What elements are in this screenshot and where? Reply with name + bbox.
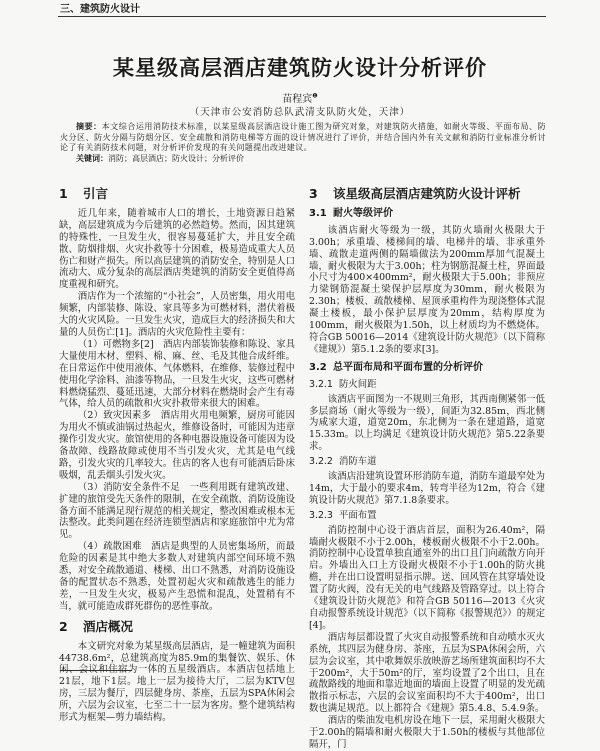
- author: [0, 90, 600, 105]
- subsection-heading: [309, 362, 545, 374]
- keywords-text: 消防；高层酒店；防火设计；分析评价: [108, 154, 244, 163]
- subsubsection-title: 平面布置: [339, 509, 377, 521]
- keywords: [60, 153, 546, 164]
- paragraph: （2）致灾因素多 酒店用火用电频繁，厨房可能因为用火不慎或油锅过热起火，维修设备时，可能因为违章操作引发火灾。旅馆使用的各种电器设施设备可能因为设备故障、线路故障或使用不当引发火灾，尤其是电气线路，引发火灾的几率较大。住店的客人也有可能酒后卧床吸烟，乱丢烟头引发火灾。: [59, 410, 295, 481]
- running-header: 三、建筑防火设计: [60, 4, 140, 15]
- subsection-heading: [309, 208, 545, 220]
- paper-title: 某星级高层酒店建筑防火设计分析评价: [113, 55, 487, 80]
- subsection-number: 3.1: [309, 207, 327, 219]
- paragraph: 酒店的柴油发电机房设在地下一层，采用耐火极限大于2.00h的隔墙和耐火极限大于1.50h的楼板与其他部位隔开，门: [309, 715, 545, 750]
- subsubsection-title: 防火间距: [339, 378, 377, 390]
- paragraph: （4）疏散困难 酒店是典型的人员密集场所，而最危险的因素是其中绝大多数人对建筑内部空间环境不熟悉，对安全疏散通道、楼梯、出口不熟悉，对消防设施设备的配置状态不熟悉，处置初起火灾和疏散逃生的能力差，一旦发生火灾，极易产生恐慌和混乱，处置稍有不当，就可能造成群死群伤的恶性事故。: [59, 541, 295, 612]
- abstract-label: 摘要：: [76, 121, 102, 131]
- section-title: 引言: [83, 186, 109, 201]
- subsubsection-heading: [309, 456, 545, 468]
- subsubsection-title: 消防车道: [339, 456, 377, 468]
- section-title: 该星级高层酒店建筑防火设计评析: [333, 186, 521, 201]
- subsubsection-number: 3.2.2: [309, 456, 333, 468]
- subsubsection-heading: [309, 379, 545, 391]
- author-note: ❶: [312, 92, 318, 100]
- affiliation: （天津市公安消防总队武清支队防火处，天津）: [189, 107, 411, 118]
- paragraph: 该酒店沿建筑设置环形消防车道，消防车道最窄处为14m，大于最小的要求4m，转弯半径为12m，符合《建筑设计防火规范》第7.1.8条要求。: [309, 471, 545, 506]
- subsection-title: 耐火等级评价: [333, 207, 393, 219]
- keywords-label: 关键词：: [76, 153, 108, 163]
- right-column: [309, 180, 545, 751]
- subsubsection-heading: [309, 510, 545, 522]
- section-number: 3: [309, 186, 318, 201]
- footnote-rule: [60, 670, 132, 671]
- subsubsection-number: 3.2.1: [309, 378, 333, 390]
- paragraph: 本文研究对象为某星级高层酒店，是一幢建筑为面积44738.6m²，总建筑高度为85.9m的集餐饮、娱乐、休闲、会议和住宿为一体的五星级酒店。本酒店包括地上21层，地下1层。地上一层为接待大厅，二层为KTV包房，三层为餐厅，四层健身房、茶座，五层为SPA休闲会所，六层为会议室，七至二十一层为客房。整个建筑结构形式为框架—剪力墙结构。: [59, 640, 295, 724]
- left-column: [59, 180, 295, 724]
- subsection-number: 3.2: [309, 361, 327, 373]
- section-number: 2: [59, 618, 68, 634]
- section-title: 酒店概况: [83, 618, 134, 634]
- abstract: [60, 121, 546, 154]
- abstract-text: 本文综合运用消防技术标准，以某星级高层酒店设计施工图为研究对象，对建筑防火措施，如耐火等级、平面布局、防火分区、防火分隔与防烟分区、安全疏散和消防电梯等方面的设计情况进行了评价，并结合国内外有关文献和消防行业标准分析讨论了有关消防技术问题，对分析评价发现的有关问题提出改进建议。: [60, 122, 547, 152]
- section-heading: [59, 618, 295, 634]
- section-heading: [59, 188, 295, 200]
- paragraph: （3）消防安全条件不足 一些利用既有建筑改建、扩建的旅馆受先天条件的限制，在安全疏散、消防设施设备方面不能满足现行规范的相关规定，整改困难或根本无法整改。此类问题在经济连锁型酒店和家庭旅馆中尤为常见。: [59, 481, 295, 541]
- header-rule: [58, 16, 546, 17]
- subsection-title: 总平面布局和平面布置的分析评价: [333, 361, 483, 373]
- paragraph: 该酒店平面图为一不规则三角形，其西南侧紧邻一低多层商场（耐火等级为一级），间距为32.85m，西北侧为咸家大道，道宽20m，东北侧为一条在建道路，道宽15.33m。以上均满足《建筑设计防火规范》第5.22条要求。: [309, 393, 545, 453]
- paragraph: 酒店作为一个浓缩的“小社会”，人员密集，用火用电频繁，内部装修、陈设、家具等多为可燃材料，潜伏着极大的火灾风险。一旦发生火灾，造成巨大的经济损失和大量的人员伤亡[1]。酒店的火灾危险性主要有：: [59, 291, 295, 338]
- author-name: 苗程宾: [282, 94, 313, 105]
- section-number: 1: [59, 186, 68, 201]
- paragraph: 酒店每层都设置了火灾自动报警系统和自动喷水灭火系统，其四层为健身房、茶座，五层为SPA休闲会所，六层为会议室，其中歌舞娱乐放映游艺场所建筑面积均不大于200m²，大于50m²的厅，室均设置了2个出口，且在疏散路线的地面和靠近地面的墙面上设置了明显的发光疏散指示标志，六层的会议室面积均不大于400m²，出口数也满足规范。以上都符合《建规》第5.4.8、5.4.9条。: [309, 631, 545, 715]
- subsubsection-number: 3.2.3: [309, 509, 333, 521]
- section-heading: [309, 188, 545, 200]
- paragraph: 近几年来，随着城市人口的增长，土地资源日趋紧缺，高层建筑成为今后建筑的必然趋势。然而，因其建筑的特殊性，一旦发生火，很容易蔓延扩大，并且安全疏散、防烟排烟、火灾扑救等十分困难，极易造成重大人员伤亡和财产损失。所以高层建筑的消防安全，特别是人口流动大、成分复杂的高层酒店类建筑的消防安全更值得高度重视和研究。: [59, 207, 295, 291]
- paragraph: （1）可燃物多[2] 酒店内部装饰装修和陈设、家具大量使用木材、塑料、棉、麻、丝、毛及其他合成纤维。在日常运作中使用液体、气体燃料，在维修、装修过程中使用化学涂料、油漆等物品，一旦发生火灾，这些可燃材料燃烧猛烈、蔓延迅速，大部分材料在燃烧时会产生有毒气体，给人员的疏散和火灾扑救带来很大的困难。: [59, 338, 295, 410]
- paragraph: 该酒店耐火等级为一级，其防火墙耐火极限大于3.00h；承重墙、楼梯间的墙、电梯井的墙、非承重外墙、疏散走道两侧的隔墙做法为200mm厚加气混凝土墙，耐火极限为大于3.00h；柱为钢筋混凝土柱，界面最小尺寸为400×400mm²，耐火极限大于5.00h；非预应力梁钢筋混凝土梁保护层厚度为30mm，耐火极限为2.30h；楼板、疏散楼梯、屋顶承重构件为现浇整体式混凝土楼板，最小保护层厚度为20mm，结构厚度为100mm，耐火极限为1.50h，以上材质均为不燃烧体。符合GB 50016—2014《建筑设计防火规范》（以下简称《建规》）第5.1.2条的要求[3]。: [309, 224, 545, 355]
- paragraph: 消防控制中心设于酒店首层，面积为26.40m²，隔墙耐火极限不小于2.00h，楼板耐火极限不小于2.00h。消防控制中心设置单独直通室外的出口且门向疏散方向开启。外墙出入口上方设耐火极限不小于1.00h的防火挑檐，并在出口设置明显指示牌。送、回风管在其穿墙处设置了防火阀，没有无关的电气线路及管路穿过。以上符合《建筑设计防火规范》和符合GB 50116—2013《火灾自动报警系统设计规范》（以下简称《报警规范》）的规定[4]。: [309, 524, 545, 631]
